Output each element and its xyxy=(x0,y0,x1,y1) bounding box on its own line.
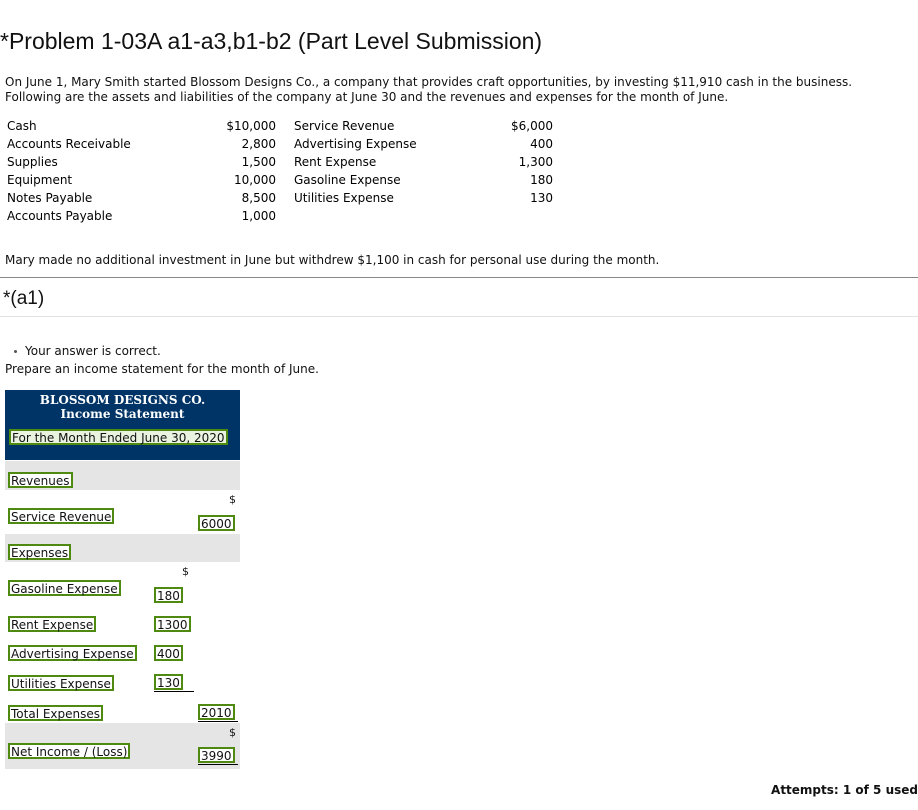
balance-amount: $6,000 xyxy=(511,119,553,133)
balances-right-names xyxy=(294,117,474,207)
balance-name: Utilities Expense xyxy=(294,191,394,205)
balance-name: Supplies xyxy=(7,155,58,169)
feedback-text: Your answer is correct. xyxy=(25,344,161,358)
expense-label-field[interactable]: Rent Expense xyxy=(8,616,96,632)
net-income-label-field[interactable]: Net Income / (Loss) xyxy=(8,743,130,759)
balance-amount: 1,500 xyxy=(241,155,276,169)
expense-value-field[interactable]: 1300 xyxy=(154,616,191,632)
expense-value-field[interactable]: 400 xyxy=(154,645,183,661)
balance-amount: 180 xyxy=(530,173,553,187)
expense-value-field[interactable]: 130 xyxy=(154,674,183,690)
service-revenue-value-field[interactable]: 6000 xyxy=(198,515,235,531)
balance-amount: 130 xyxy=(530,191,553,205)
total-expenses-label-field[interactable]: Total Expenses xyxy=(8,705,103,721)
expense-label-field[interactable]: Utilities Expense xyxy=(8,675,114,691)
bullet-icon xyxy=(14,350,17,353)
problem-title: *Problem 1-03A a1-a3,b1-b2 (Part Level Submission) xyxy=(0,28,543,54)
company-name: BLOSSOM DESIGNS CO. xyxy=(39,393,206,407)
balance-name: Accounts Receivable xyxy=(7,137,131,151)
net-income-underline xyxy=(198,764,238,765)
feedback-message xyxy=(14,344,161,358)
balance-amount: 1,300 xyxy=(518,155,553,169)
balances-right-amounts xyxy=(480,117,553,207)
expense-label-field[interactable]: Advertising Expense xyxy=(8,645,137,661)
expense-label-field[interactable]: Gasoline Expense xyxy=(8,580,121,596)
expenses-label-field[interactable]: Expenses xyxy=(8,544,71,560)
balance-name: Service Revenue xyxy=(294,119,395,133)
balance-name: Equipment xyxy=(7,173,73,187)
balances-left-amounts xyxy=(205,117,276,225)
balance-amount: 10,000 xyxy=(234,173,276,187)
service-revenue-label-field[interactable]: Service Revenue xyxy=(8,508,114,524)
total-expenses-value-field[interactable]: 2010 xyxy=(198,704,235,720)
balance-amount: 1,000 xyxy=(241,209,276,223)
balance-name: Gasoline Expense xyxy=(294,173,401,187)
net-income-value-field[interactable]: 3990 xyxy=(198,747,235,763)
part-label: *(a1) xyxy=(3,288,45,309)
balance-amount: $10,000 xyxy=(226,119,276,133)
dollar-sign: $ xyxy=(229,726,236,739)
expense-value-field[interactable]: 180 xyxy=(154,587,183,603)
balance-amount: 8,500 xyxy=(241,191,276,205)
balance-name: Advertising Expense xyxy=(294,137,417,151)
part-divider xyxy=(0,316,918,317)
subtotal-underline xyxy=(154,691,194,692)
withdrawal-note: Mary made no additional investment in June but withdrew $1,100 in cash for personal use during the month. xyxy=(5,253,660,267)
dollar-sign: $ xyxy=(229,493,236,506)
statement-type: Income Statement xyxy=(60,407,185,421)
balance-name: Accounts Payable xyxy=(7,209,113,223)
balance-amount: 400 xyxy=(530,137,553,151)
balance-name: Notes Payable xyxy=(7,191,93,205)
revenues-label-field[interactable]: Revenues xyxy=(8,472,73,488)
statement-header xyxy=(5,390,240,460)
problem-intro: On June 1, Mary Smith started Blossom Designs Co., a company that provides craft opportunities, by investing $11,910 cash in the business. Following are the assets and liabilities of the company at June 30 and the revenues and expenses for the month of June. xyxy=(5,75,853,104)
balance-amount: 2,800 xyxy=(241,137,276,151)
balances-left-names xyxy=(7,117,187,225)
balance-name: Rent Expense xyxy=(294,155,377,169)
period-field[interactable]: For the Month Ended June 30, 2020 xyxy=(9,429,228,445)
balance-name: Cash xyxy=(7,119,37,133)
instructions: Prepare an income statement for the month of June. xyxy=(5,362,319,376)
attempts-counter: Attempts: 1 of 5 used xyxy=(771,783,918,797)
total-underline xyxy=(198,721,238,722)
dollar-sign: $ xyxy=(182,565,189,578)
section-divider xyxy=(0,277,918,278)
